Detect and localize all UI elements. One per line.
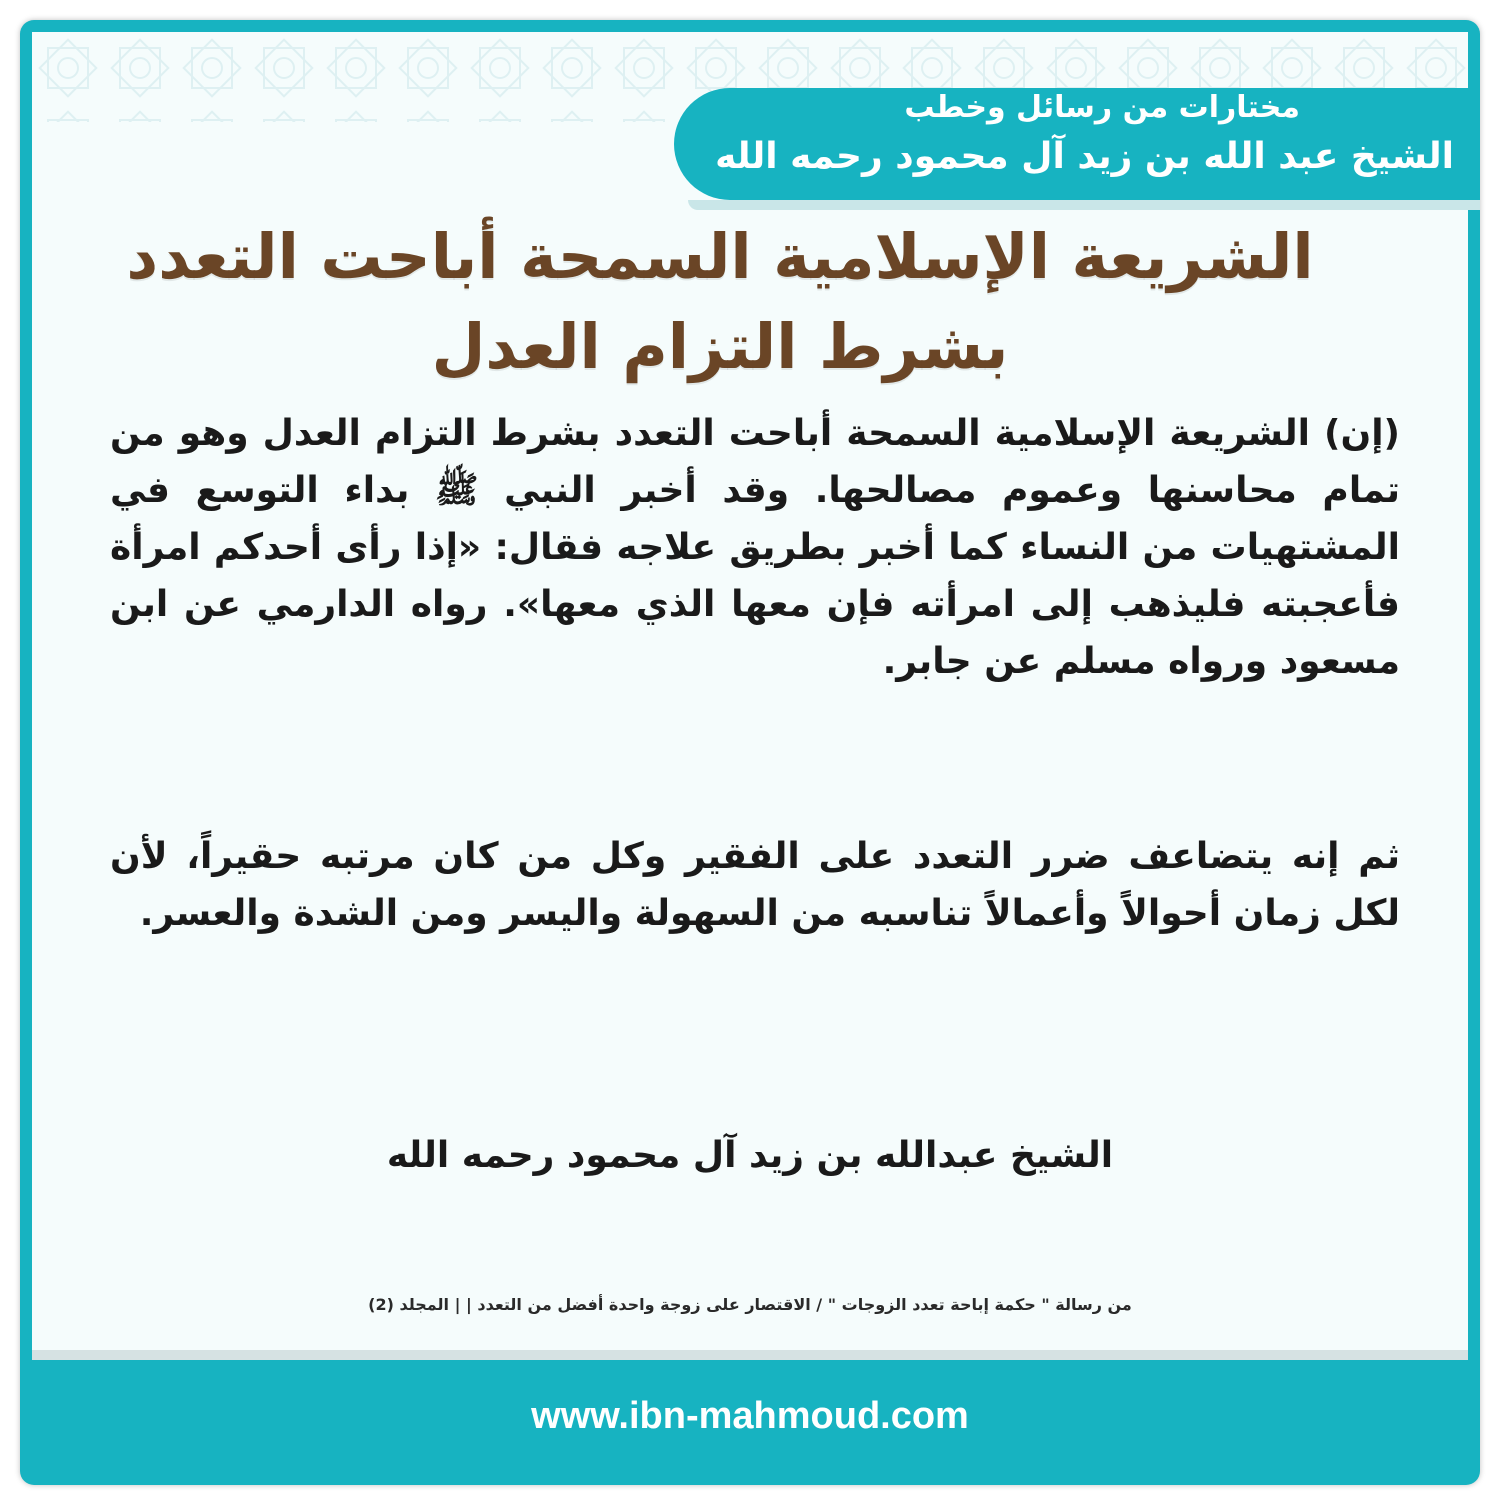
body-paragraph-2: ثم إنه يتضاعف ضرر التعدد على الفقير وكل من كان مرتبه حقيراً، لأن لكل زمان أحوالاً وأعمالاً تناسبه من السهولة واليسر ومن الشدة والعسر. [110, 836, 1400, 934]
body-paragraph-1: (إن) الشريعة الإسلامية السمحة أباحت التعدد بشرط التزام العدل وهو من تمام محاسنها وعموم مصالحها. وقد أخبر النبي ﷺ بداء التوسع في المشتهيات من النساء كما أخبر بطريق علاجه فقال: «إذا رأى أحدكم امرأة فأعجبته فليذهب إلى امرأته فإن معها الذي معها». رواه الدارمي عن ابن مسعود ورواه مسلم عن جابر. [110, 413, 1400, 682]
website-link[interactable]: www.ibn-mahmoud.com [531, 1395, 969, 1437]
article-title-line-2: بشرط التزام العدل [431, 310, 1009, 383]
source-citation: من رسالة " حكمة إباحة تعدد الزوجات " / الاقتصار على زوجة واحدة أفضل من التعدد | | المجلد (2) [368, 1295, 1132, 1314]
article-title-line-1: الشريعة الإسلامية السمحة أباحت التعدد [126, 220, 1314, 293]
header-author-name: الشيخ عبد الله بن زيد آل محمود رحمه الله [715, 136, 1454, 177]
card-bottom-shade [32, 1350, 1468, 1360]
header-collection-title: مختارات من رسائل وخطب [904, 90, 1300, 125]
author-signature: الشيخ عبدالله بن زيد آل محمود رحمه الله [386, 1135, 1114, 1176]
